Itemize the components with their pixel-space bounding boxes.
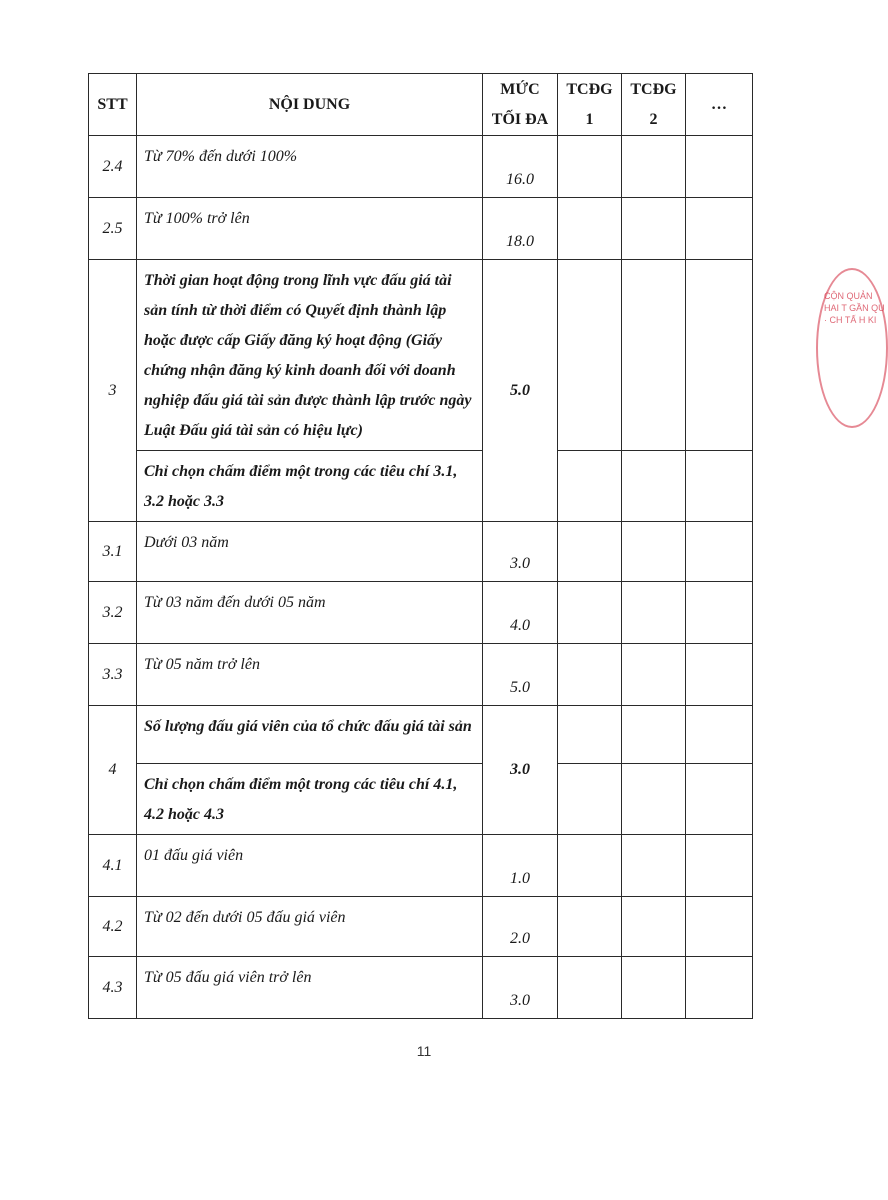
row-stt: 4.1 xyxy=(89,835,137,897)
table-row xyxy=(89,897,753,957)
table-row xyxy=(89,644,753,706)
row-tcdg-2-cell[interactable] xyxy=(622,260,686,451)
header-tcdg-2: TCĐG 2 xyxy=(622,74,686,136)
header-stt: STT xyxy=(89,74,137,136)
row-stt: 2.4 xyxy=(89,136,137,198)
row-tcdg-1-cell[interactable] xyxy=(558,260,622,451)
row-stt: 3.2 xyxy=(89,582,137,644)
page-number: 11 xyxy=(416,1043,432,1059)
row-stt: 4.2 xyxy=(89,897,137,957)
row-max-score: 5.0 xyxy=(483,260,558,522)
row-stt: 3.3 xyxy=(89,644,137,706)
table-row xyxy=(89,260,753,451)
row-more-cell xyxy=(686,835,753,897)
row-more-cell xyxy=(686,260,753,451)
table-row xyxy=(89,706,753,764)
row-content: Dưới 03 năm xyxy=(137,522,483,582)
table-subrow xyxy=(89,764,753,835)
table-subrow xyxy=(89,451,753,522)
row-sub-content: Chỉ chọn chấm điểm một trong các tiêu chí 3.1, 3.2 hoặc 3.3 xyxy=(137,451,483,522)
row-stt: 2.5 xyxy=(89,198,137,260)
criteria-table xyxy=(88,73,753,1019)
row-more-cell xyxy=(686,897,753,957)
row-content: Từ 05 năm trở lên xyxy=(137,644,483,706)
row-tcdg-1-cell[interactable] xyxy=(558,897,622,957)
header-max-score: MỨC TỐI ĐA xyxy=(483,74,558,136)
row-content: Thời gian hoạt động trong lĩnh vực đấu giá tài sản tính từ thời điểm có Quyết định thành lập hoặc được cấp Giấy đăng ký hoạt động (Giấy chứng nhận đăng ký kinh doanh đối với doanh nghiệp đấu giá tài sản được thành lập trước ngày Luật Đấu giá tài sản có hiệu lực) xyxy=(137,260,483,451)
row-tcdg-2-cell[interactable] xyxy=(622,957,686,1019)
row-tcdg-1-cell[interactable] xyxy=(558,136,622,198)
row-max-score: 4.0 xyxy=(483,582,558,644)
table-row xyxy=(89,957,753,1019)
row-max-score: 1.0 xyxy=(483,835,558,897)
row-tcdg-1-cell[interactable] xyxy=(558,644,622,706)
row-content: Số lượng đấu giá viên của tổ chức đấu giá tài sản xyxy=(137,706,483,764)
row-tcdg-2-cell[interactable] xyxy=(622,835,686,897)
table-row xyxy=(89,835,753,897)
row-more-cell xyxy=(686,136,753,198)
row-tcdg-1-cell[interactable] xyxy=(558,957,622,1019)
row-tcdg-2-cell[interactable] xyxy=(622,522,686,582)
row-tcdg-2-cell[interactable] xyxy=(622,764,686,835)
row-tcdg-1-cell[interactable] xyxy=(558,764,622,835)
row-tcdg-1-cell[interactable] xyxy=(558,522,622,582)
row-more-cell xyxy=(686,198,753,260)
row-tcdg-2-cell[interactable] xyxy=(622,136,686,198)
row-max-score: 5.0 xyxy=(483,644,558,706)
row-more-cell xyxy=(686,522,753,582)
row-more-cell xyxy=(686,644,753,706)
row-tcdg-1-cell[interactable] xyxy=(558,582,622,644)
table-row xyxy=(89,136,753,198)
row-tcdg-1-cell[interactable] xyxy=(558,835,622,897)
row-max-score: 2.0 xyxy=(483,897,558,957)
row-more-cell xyxy=(686,582,753,644)
table-row xyxy=(89,582,753,644)
row-tcdg-1-cell[interactable] xyxy=(558,198,622,260)
row-stt: 3 xyxy=(89,260,137,522)
row-more-cell xyxy=(686,764,753,835)
row-max-score: 16.0 xyxy=(483,136,558,198)
red-seal-stamp: CỘN QUẢN HAI T GẦN QU · CH TẤ H KI xyxy=(816,268,888,428)
row-tcdg-2-cell[interactable] xyxy=(622,897,686,957)
row-content: Từ 02 đến dưới 05 đấu giá viên xyxy=(137,897,483,957)
row-stt: 3.1 xyxy=(89,522,137,582)
table-row xyxy=(89,522,753,582)
header-more: … xyxy=(686,74,753,136)
row-more-cell xyxy=(686,706,753,764)
row-content: Từ 70% đến dưới 100% xyxy=(137,136,483,198)
row-tcdg-2-cell[interactable] xyxy=(622,198,686,260)
row-tcdg-1-cell[interactable] xyxy=(558,706,622,764)
row-tcdg-2-cell[interactable] xyxy=(622,706,686,764)
row-content: Từ 05 đấu giá viên trở lên xyxy=(137,957,483,1019)
row-max-score: 18.0 xyxy=(483,198,558,260)
row-stt: 4.3 xyxy=(89,957,137,1019)
header-content: NỘI DUNG xyxy=(137,74,483,136)
row-content: 01 đấu giá viên xyxy=(137,835,483,897)
row-stt: 4 xyxy=(89,706,137,835)
row-tcdg-2-cell[interactable] xyxy=(622,582,686,644)
row-tcdg-1-cell[interactable] xyxy=(558,451,622,522)
row-max-score: 3.0 xyxy=(483,957,558,1019)
row-content: Từ 03 năm đến dưới 05 năm xyxy=(137,582,483,644)
row-max-score: 3.0 xyxy=(483,522,558,582)
row-more-cell xyxy=(686,451,753,522)
row-content: Từ 100% trở lên xyxy=(137,198,483,260)
table-row xyxy=(89,198,753,260)
row-tcdg-2-cell[interactable] xyxy=(622,644,686,706)
row-max-score: 3.0 xyxy=(483,706,558,835)
header-tcdg-1: TCĐG 1 xyxy=(558,74,622,136)
table-header-row xyxy=(89,74,753,136)
row-tcdg-2-cell[interactable] xyxy=(622,451,686,522)
row-more-cell xyxy=(686,957,753,1019)
row-sub-content: Chỉ chọn chấm điểm một trong các tiêu chí 4.1, 4.2 hoặc 4.3 xyxy=(137,764,483,835)
